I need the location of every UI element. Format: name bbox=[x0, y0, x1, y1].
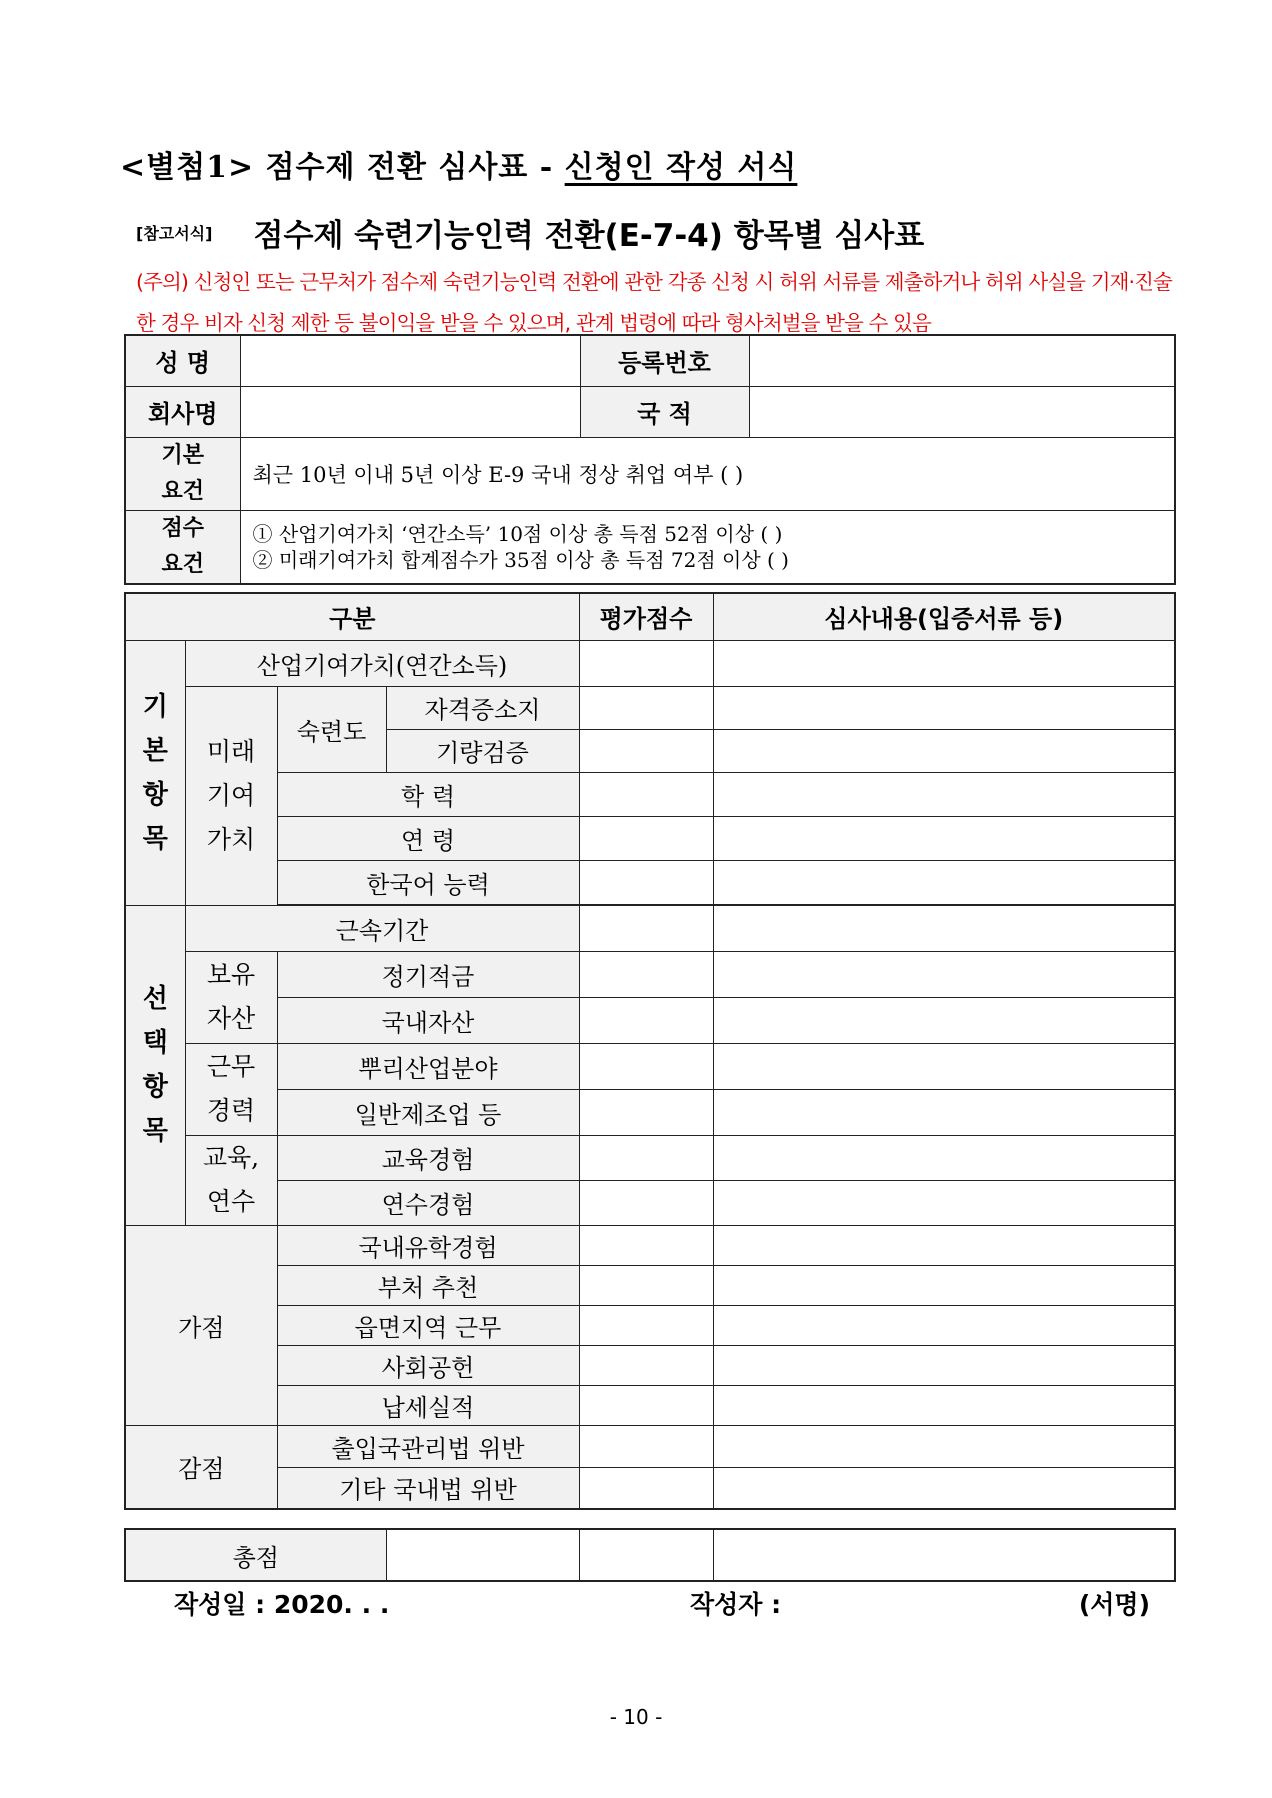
score-input[interactable] bbox=[579, 1180, 713, 1225]
score-input[interactable] bbox=[579, 951, 713, 997]
warning-notice: (주의) 신청인 또는 근무처가 점수제 숙련기능인력 전환에 관한 각종 신청 시 허위 서류를 제출하거나 허위 사실을 기재·진술한 경우 비자 신청 제한 등 불이익을 받을 수 있으며, 관계 법령에 따라 형사처벌을 받을 수 있음 bbox=[136, 270, 1172, 335]
training-experience-label: 연수경험 bbox=[277, 1180, 579, 1225]
review-input[interactable] bbox=[713, 1265, 1175, 1305]
savings-label: 정기적금 bbox=[277, 951, 579, 997]
review-input[interactable] bbox=[713, 1089, 1175, 1135]
skill-level-label: 숙련도 bbox=[277, 686, 386, 772]
form-subheading bbox=[136, 210, 924, 255]
basic-requirement-text: 최근 10년 이내 5년 이상 E-9 국내 정상 취업 여부 ( ) bbox=[240, 437, 1175, 510]
review-input[interactable] bbox=[713, 951, 1175, 997]
skill-test-label: 기량검증 bbox=[386, 729, 579, 772]
age-label: 연 령 bbox=[277, 816, 579, 860]
scoring-table bbox=[124, 592, 1176, 1510]
score-input[interactable] bbox=[579, 860, 713, 904]
optional-items-label: 선 택 항 목 bbox=[125, 905, 185, 1225]
review-input[interactable] bbox=[713, 816, 1175, 860]
name-label: 성 명 bbox=[125, 335, 240, 386]
assets-label: 보유 자산 bbox=[185, 951, 277, 1043]
score-header: 평가점수 bbox=[579, 593, 713, 640]
total-review-input[interactable] bbox=[713, 1529, 1175, 1581]
score-input[interactable] bbox=[579, 1225, 713, 1265]
review-header: 심사내용(입증서류 등) bbox=[713, 593, 1175, 640]
bonus-points-label: 가점 bbox=[125, 1225, 277, 1425]
total-label: 총점 bbox=[125, 1529, 386, 1581]
education-experience-label: 교육경험 bbox=[277, 1135, 579, 1180]
review-input[interactable] bbox=[713, 1385, 1175, 1425]
nationality-input[interactable] bbox=[749, 386, 1175, 437]
work-experience-label: 근무 경력 bbox=[185, 1043, 277, 1135]
score-requirement-2: ② 미래기여가치 합계점수가 35점 이상 총 득점 72점 이상 ( ) bbox=[252, 547, 789, 572]
basic-requirement-label: 기본 요건 bbox=[125, 437, 240, 510]
score-input[interactable] bbox=[579, 640, 713, 686]
education-training-label: 교육, 연수 bbox=[185, 1135, 277, 1225]
education-label: 학 력 bbox=[277, 772, 579, 816]
page-number: - 10 - bbox=[609, 1705, 663, 1729]
review-input[interactable] bbox=[713, 1467, 1175, 1509]
total-table bbox=[124, 1528, 1176, 1582]
score-input[interactable] bbox=[579, 1425, 713, 1467]
review-input[interactable] bbox=[713, 772, 1175, 816]
score-input[interactable] bbox=[579, 686, 713, 729]
review-input[interactable] bbox=[713, 905, 1175, 951]
score-input[interactable] bbox=[579, 1265, 713, 1305]
score-requirement-label: 점수 요건 bbox=[125, 510, 240, 584]
author-label: 작성자 : bbox=[690, 1590, 782, 1619]
rural-work-label: 읍면지역 근무 bbox=[277, 1305, 579, 1345]
domestic-assets-label: 국내자산 bbox=[277, 997, 579, 1043]
nationality-label: 국 적 bbox=[580, 386, 749, 437]
score-input[interactable] bbox=[579, 1305, 713, 1345]
company-label: 회사명 bbox=[125, 386, 240, 437]
reference-form-label: [참고서식] bbox=[136, 224, 213, 243]
manufacturing-label: 일반제조업 등 bbox=[277, 1089, 579, 1135]
penalty-points-label: 감점 bbox=[125, 1425, 277, 1509]
review-input[interactable] bbox=[713, 1305, 1175, 1345]
category-header: 구분 bbox=[125, 593, 579, 640]
tax-record-label: 납세실적 bbox=[277, 1385, 579, 1425]
registration-number-input[interactable] bbox=[749, 335, 1175, 386]
review-input[interactable] bbox=[713, 729, 1175, 772]
certification-label: 자격증소지 bbox=[386, 686, 579, 729]
form-title: 점수제 숙련기능인력 전환(E-7-4) 항목별 심사표 bbox=[253, 218, 925, 254]
study-abroad-label: 국내유학경험 bbox=[277, 1225, 579, 1265]
sign-label: (서명) bbox=[1078, 1590, 1150, 1619]
korean-ability-label: 한국어 능력 bbox=[277, 860, 579, 904]
score-input[interactable] bbox=[579, 997, 713, 1043]
score-input[interactable] bbox=[579, 1345, 713, 1385]
basic-items-label: 기 본 항 목 bbox=[125, 640, 185, 905]
score-input[interactable] bbox=[579, 1385, 713, 1425]
social-contribution-label: 사회공헌 bbox=[277, 1345, 579, 1385]
registration-number-label: 등록번호 bbox=[580, 335, 749, 386]
total-score-input[interactable] bbox=[579, 1529, 713, 1581]
score-input[interactable] bbox=[579, 1043, 713, 1089]
score-input[interactable] bbox=[579, 1089, 713, 1135]
ministry-recommendation-label: 부처 추천 bbox=[277, 1265, 579, 1305]
tenure-label: 근속기간 bbox=[185, 905, 579, 951]
other-law-violation-label: 기타 국내법 위반 bbox=[277, 1467, 579, 1509]
score-input[interactable] bbox=[579, 905, 713, 951]
score-requirement-cell bbox=[240, 510, 1175, 584]
review-input[interactable] bbox=[713, 640, 1175, 686]
industry-contribution-label: 산업기여가치(연간소득) bbox=[185, 640, 579, 686]
score-input[interactable] bbox=[579, 772, 713, 816]
score-input[interactable] bbox=[579, 1135, 713, 1180]
score-input[interactable] bbox=[579, 1467, 713, 1509]
company-input[interactable] bbox=[240, 386, 580, 437]
future-contribution-label: 미래 기여 가치 bbox=[185, 686, 277, 905]
review-input[interactable] bbox=[713, 686, 1175, 729]
review-input[interactable] bbox=[713, 860, 1175, 904]
review-input[interactable] bbox=[713, 1225, 1175, 1265]
score-requirement-1: ① 산업기여가치 ‘연간소득’ 10점 이상 총 득점 52점 이상 ( ) bbox=[252, 521, 783, 546]
review-input[interactable] bbox=[713, 1180, 1175, 1225]
immigration-violation-label: 출입국관리법 위반 bbox=[277, 1425, 579, 1467]
heading-prefix: <별첨1> 점수제 전환 심사표 - bbox=[120, 150, 565, 185]
review-input[interactable] bbox=[713, 997, 1175, 1043]
review-input[interactable] bbox=[713, 1043, 1175, 1089]
date-label: 작성일 : 2020. . . bbox=[174, 1590, 390, 1619]
review-input[interactable] bbox=[713, 1135, 1175, 1180]
name-input[interactable] bbox=[240, 335, 580, 386]
page-heading bbox=[120, 142, 797, 186]
applicant-info-table bbox=[124, 334, 1176, 585]
score-input[interactable] bbox=[579, 816, 713, 860]
review-input[interactable] bbox=[713, 1425, 1175, 1467]
heading-underlined: 신청인 작성 서식 bbox=[564, 150, 798, 185]
total-blank[interactable] bbox=[386, 1529, 579, 1581]
review-input[interactable] bbox=[713, 1345, 1175, 1385]
score-input[interactable] bbox=[579, 729, 713, 772]
root-industry-label: 뿌리산업분야 bbox=[277, 1043, 579, 1089]
